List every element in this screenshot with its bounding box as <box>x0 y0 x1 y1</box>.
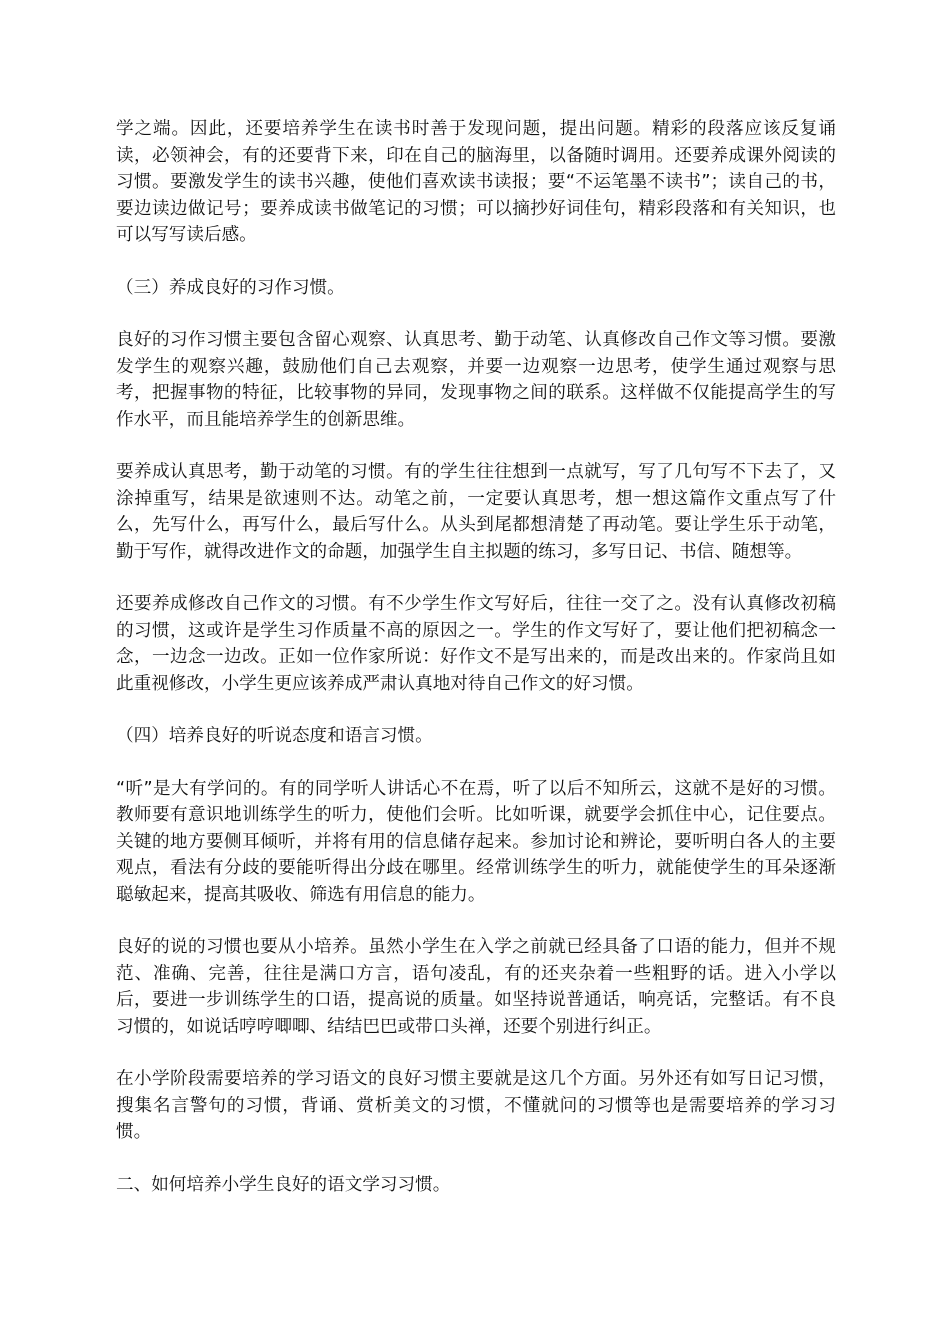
paragraph-reading-habits: 学之端。因此，还要培养学生在读书时善于发现问题，提出问题。精彩的段落应该反复诵读，必领神会，有的还要背下来，印在自己的脑海里，以备随时调用。还要养成课外阅读的习惯。要激发学生的读书兴趣，使他们喜欢读书读报；要“不运笔墨不读书”；读自己的书，要边读边做记号；要养成读书做笔记的习惯；可以摘抄好词佳句，精彩段落和有关知识，也可以写写读后感。 <box>116 119 836 245</box>
paragraph-speaking: 良好的说的习惯也要从小培养。虽然小学生在入学之前就已经具备了口语的能力，但并不规范、准确、完善，往往是满口方言，语句凌乱，有的还夹杂着一些粗野的话。进入小学以后，要进一步训练学生的口语，提高说的质量。如坚持说普通话，响亮话，完整话。有不良习惯的，如说话哼哼唧唧、结结巴巴或带口头禅，还要个别进行纠正。 <box>116 937 836 1037</box>
paragraph-listening: “听”是大有学问的。有的同学听人讲话心不在焉，听了以后不知所云，这就不是好的习惯。教师要有意识地训练学生的听力，使他们会听。比如听课，就要学会抓住中心，记住要点。关键的地方要侧耳倾听，并将有用的信息储存起来。参加讨论和辨论，要听明白各人的主要观点，看法有分歧的要能听得出分歧在哪里。经常训练学生的听力，就能使学生的耳朵逐渐聪敏起来，提高其吸收、筛选有用信息的能力。 <box>116 778 836 905</box>
paragraph-think-and-write: 要养成认真思考，勤于动笔的习惯。有的学生往往想到一点就写，写了几句写不下去了，又涂掉重写，结果是欲速则不达。动笔之前，一定要认真思考，想一想这篇作文重点写了什么，先写什么，再写什么，最后写什么。从头到尾都想清楚了再动笔。要让学生乐于动笔，勤于写作，就得改进作文的命题，加强学生自主拟题的练习，多写日记、书信、随想等。 <box>116 462 836 562</box>
document-body <box>116 116 836 1224</box>
section-heading-how-to-cultivate: 二、如何培养小学生良好的语文学习习惯。 <box>116 1174 451 1195</box>
paragraph-revise-writing: 还要养成修改自己作文的习惯。有不少学生作文写好后，往往一交了之。没有认真修改初稿的习惯，这或许是学生习作质量不高的原因之一。学生的作文写好了，要让他们把初稿念一念，一边念一边改。正如一位作家所说：好作文不是写出来的，而是改出来的。作家尚且如此重视修改，小学生更应该养成严肃认真地对待自己作文的好习惯。 <box>116 594 836 694</box>
section-heading-writing-habits: （三）养成良好的习作习惯。 <box>116 277 345 298</box>
paragraph-summary: 在小学阶段需要培养的学习语文的良好习惯主要就是这几个方面。另外还有如写日记习惯，搜集名言警句的习惯，背诵、赏析美文的习惯，不懂就问的习惯等也是需要培养的学习习惯。 <box>116 1069 836 1142</box>
section-heading-listening-speaking: （四）培养良好的听说态度和语言习惯。 <box>116 726 433 746</box>
paragraph-writing-habits-overview: 良好的习作习惯主要包含留心观察、认真思考、勤于动笔、认真修改自己作文等习惯。要激发学生的观察兴趣，鼓励他们自己去观察，并要一边观察一边思考，使学生通过观察与思考，把握事物的特征，比较事物的异同，发现事物之间的联系。这样做不仅能提高学生的写作水平，而且能培养学生的创新思维。 <box>116 330 836 430</box>
